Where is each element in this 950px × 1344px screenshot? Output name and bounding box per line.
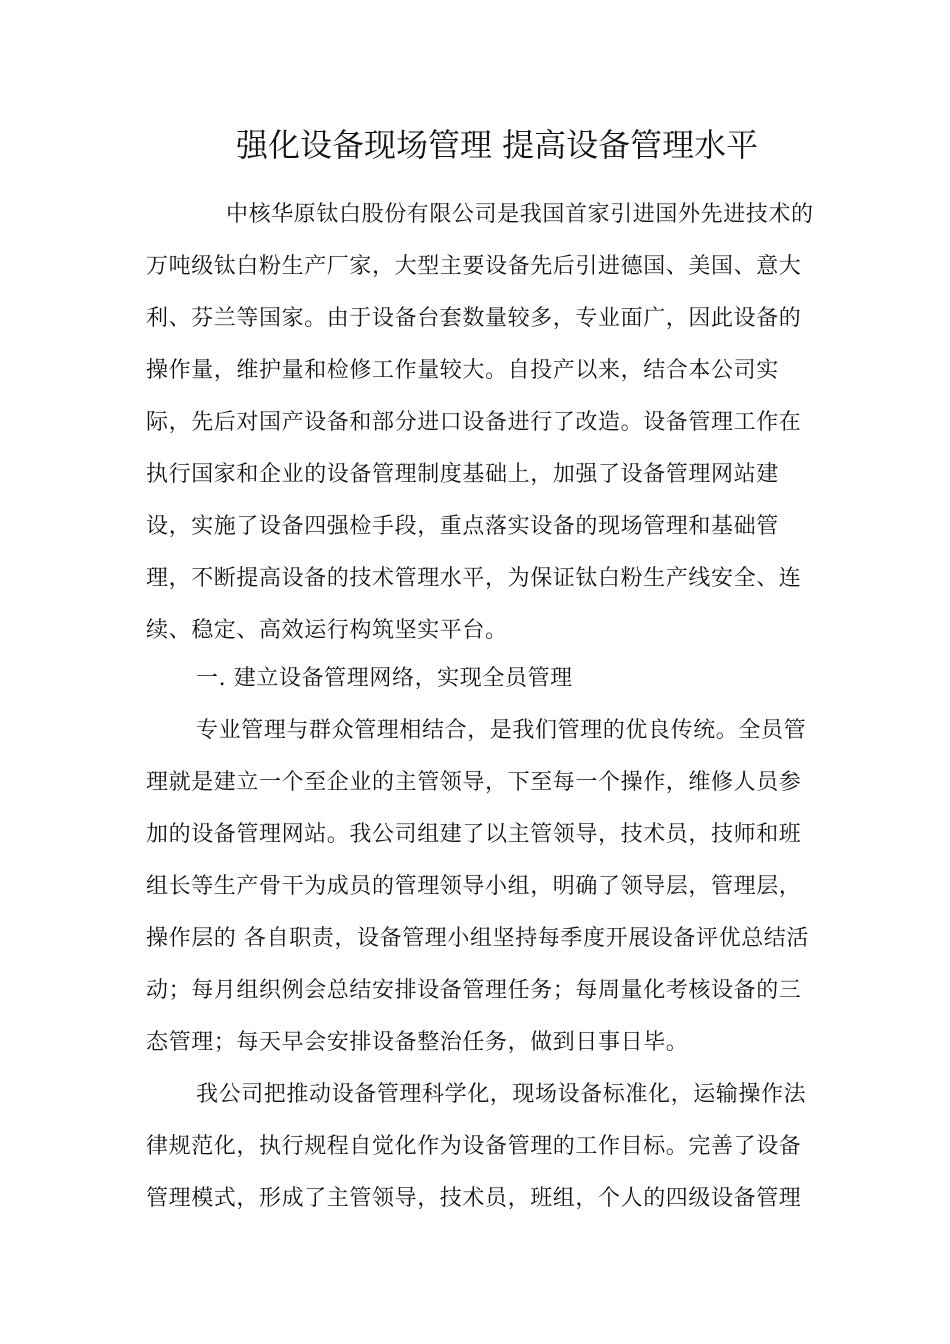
paragraph-1-line-3: 利、芬兰等国家。由于设备台套数量较多，专业面广，因此设备的 <box>146 306 802 331</box>
paragraph-2-line-4: 组长等生产骨干为成员的管理领导小组，明确了领导层，管理层， <box>146 874 802 899</box>
paragraph-3-line-2: 律规范化，执行规程自觉化作为设备管理的工作目标。完善了设备 <box>146 1134 802 1159</box>
paragraph-1-line-2: 万吨级钛白粉生产厂家，大型主要设备先后引进德国、美国、意大 <box>146 254 802 279</box>
paragraph-1-line-8: 理，不断提高设备的技术管理水平，为保证钛白粉生产线安全、连 <box>146 566 802 591</box>
paragraph-2-line-3: 加的设备管理网站。我公司组建了以主管领导，技术员，技师和班 <box>146 822 802 847</box>
paragraph-1-line-6: 执行国家和企业的设备管理制度基础上，加强了设备管理网站建 <box>146 462 779 487</box>
paragraph-1-line-5: 际，先后对国产设备和部分进口设备进行了改造。设备管理工作在 <box>146 410 802 435</box>
paragraph-1-line-4: 操作量，维护量和检修工作量较大。自投产以来，结合本公司实 <box>146 358 779 383</box>
paragraph-2-line-1: 专业管理与群众管理相结合，是我们管理的优良传统。全员管 <box>196 718 807 743</box>
paragraph-1-line-1: 中核华原钛白股份有限公司是我国首家引进国外先进技术的 <box>226 202 814 227</box>
document-title: 强化设备现场管理 提高设备管理水平 <box>236 126 759 164</box>
paragraph-1-line-7: 设，实施了设备四强检手段，重点落实设备的现场管理和基础管 <box>146 514 779 539</box>
paragraph-2-line-6: 动；每月组织例会总结安排设备管理任务；每周量化考核设备的三 <box>146 978 802 1003</box>
paragraph-2-line-7: 态管理；每天早会安排设备整治任务，做到日事日毕。 <box>146 1030 689 1055</box>
section-heading-1: 一. 建立设备管理网络，实现全员管理 <box>196 666 573 691</box>
paragraph-3-line-3: 管理模式，形成了主管领导，技术员，班组，个人的四级设备管理 <box>146 1186 802 1211</box>
paragraph-2-line-2: 理就是建立一个至企业的主管领导，下至每一个操作，维修人员参 <box>146 770 802 795</box>
paragraph-2-line-5: 操作层的 各自职责，设备管理小组坚持每季度开展设备评优总结活 <box>146 926 809 951</box>
paragraph-1-line-9: 续、稳定、高效运行构筑坚实平台。 <box>146 618 508 643</box>
paragraph-3-line-1: 我公司把推动设备管理科学化，现场设备标准化，运输操作法 <box>196 1082 807 1107</box>
